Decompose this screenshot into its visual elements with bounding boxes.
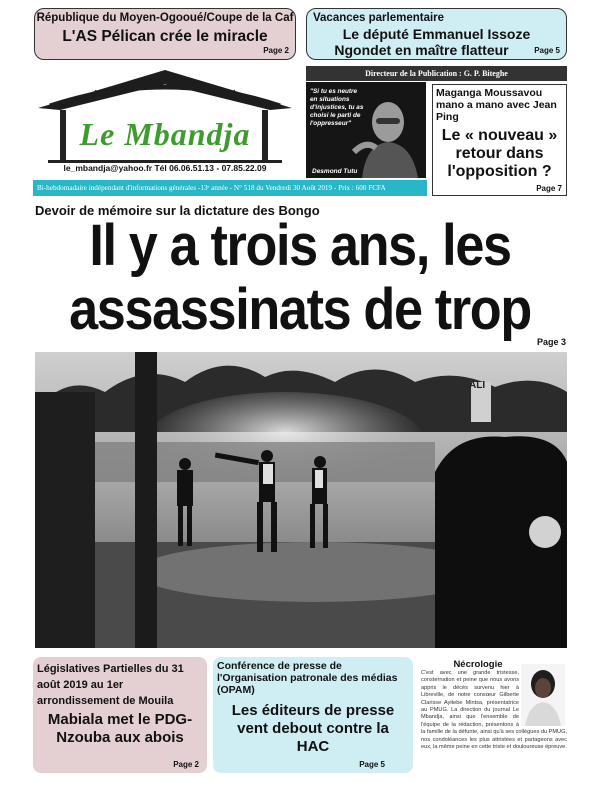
- lead-photo[interactable]: [35, 352, 567, 648]
- teaser-vacances[interactable]: [306, 8, 567, 60]
- director-bar: Directeur de la Publication : G. P. Biteghe: [306, 66, 567, 81]
- portrait-image-icon: [521, 664, 565, 726]
- necrologie-box[interactable]: [419, 657, 567, 773]
- logo-text: Le Mbandja: [79, 116, 251, 152]
- teaser-opam[interactable]: [213, 657, 413, 773]
- quote-text: "Si tu es neutre en situations d'injustices, tu as choisi le parti de l'oppresseur": [310, 88, 364, 127]
- teaser-pelican[interactable]: [34, 8, 296, 60]
- teaser-maganga-page: Page 7: [536, 184, 562, 193]
- masthead-logo[interactable]: [30, 66, 300, 174]
- lead-headline-line-1: Il y a trois ans, les: [89, 213, 511, 278]
- teaser-vacances-headline-2: Ngondet en maître flatteur: [334, 42, 509, 58]
- necrologie-body: C'est avec une grande tristesse, consternation et peine que nous avons appris le décès survenu hier à Libreville, de notre consœur Gilberte Clarisse Ayitebe Mintsa, présentatrice au PMUG. La direction du journal Le Mbandja, ainsi que l'ensemble de l'équipe de la rédaction, présentons à la famille de la défunte, ainsi qu'à ses collègues du PMUG, nos condoléances les plus attristées et partageons avec eux, la même peine en cette triste et douloureuse épreuve.: [421, 670, 567, 751]
- teaser-legislatives[interactable]: [33, 657, 207, 773]
- teaser-pelican-headline: L'AS Pélican crée le miracle: [62, 28, 268, 45]
- teaser-opam-kicker: Conférence de presse de l'Organisation patronale des médias (OPAM): [217, 660, 398, 696]
- masthead-dateline: Bi-hebdomadaire indépendant d'informations générales -13ᵉ année - N° 518 du Vendredi 30 Août 2019 - Prix : 600 FCFA: [33, 180, 427, 196]
- teaser-maganga-kicker: Maganga Moussavou mano a mano avec Jean Ping: [436, 87, 557, 123]
- tutu-quote-photo[interactable]: [306, 82, 426, 178]
- quote-author: Desmond Tutu: [312, 168, 358, 175]
- teaser-maganga[interactable]: [432, 84, 567, 196]
- teaser-vacances-page: Page 5: [534, 46, 560, 55]
- teaser-vacances-kicker: Vacances parlementaire: [313, 12, 445, 24]
- teaser-opam-headline: Les éditeurs de presse vent debout contre la HAC: [231, 702, 395, 755]
- teaser-opam-page: Page 5: [359, 760, 385, 769]
- teaser-maganga-headline: Le « nouveau » retour dans l'opposition ?: [441, 127, 558, 180]
- photo-sign-text: ALI: [469, 380, 486, 391]
- teaser-pelican-page: Page 2: [263, 46, 289, 55]
- necrologie-title: Nécrologie: [453, 659, 503, 670]
- teaser-pelican-kicker: République du Moyen-Ogooué/Coupe de la Caf: [36, 12, 294, 24]
- lead-headline-line-2: assassinats de trop: [69, 277, 531, 342]
- necrologie-portrait: [521, 664, 565, 726]
- lead-kicker: Devoir de mémoire sur la dictature des Bongo: [35, 203, 320, 218]
- teaser-legislatives-headline: Mabiala met le PDG-Nzouba aux abois: [47, 711, 193, 746]
- teaser-legislatives-kicker: Législatives Partielles du 31 août 2019 au 1er arrondissement de Mouila: [37, 663, 184, 707]
- protest-photo-icon: [35, 352, 567, 648]
- teaser-legislatives-page: Page 2: [173, 760, 199, 769]
- teaser-vacances-headline-1: Le député Emmanuel Issoze: [342, 26, 531, 42]
- masthead-contact: le_mbandja@yahoo.fr Tél 06.06.51.13 - 07.85.22.09: [63, 163, 267, 173]
- lead-page: Page 3: [537, 337, 567, 347]
